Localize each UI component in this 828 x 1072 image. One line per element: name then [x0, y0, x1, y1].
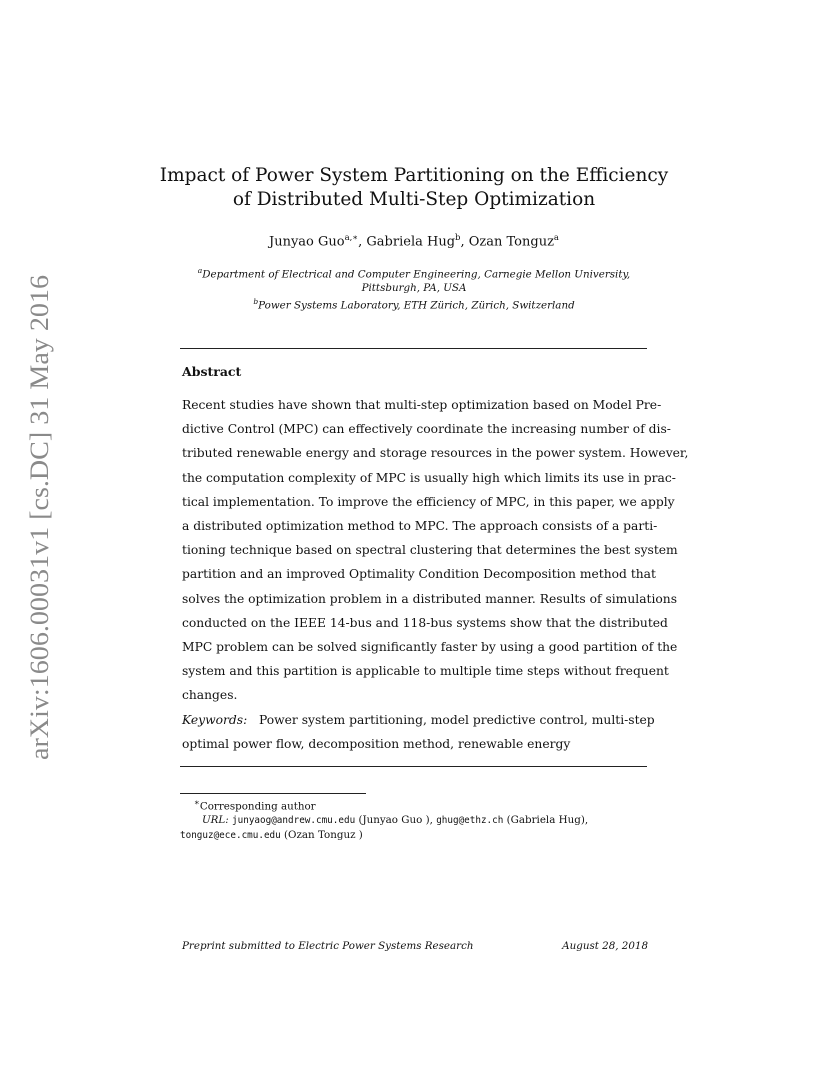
- keywords-line-1: [182, 708, 655, 732]
- abstract-line: tioning technique based on spectral clustering that determines the best system: [182, 543, 678, 558]
- abstract-line: MPC problem can be solved significantly faster by using a good partition of the: [182, 640, 678, 655]
- keywords-text-2: optimal power flow, decomposition method, renewable energy: [182, 737, 571, 752]
- paper-title: [150, 164, 678, 212]
- abstract-line: system and this partition is applicable to multiple time steps without frequent: [182, 664, 669, 679]
- abstract-line: solves the optimization problem in a distributed manner. Results of simulations: [182, 591, 678, 606]
- author-name: Ozan Tonguz: [468, 234, 554, 250]
- abstract-line: Recent studies have shown that multi-step optimization based on Model Pre-: [182, 398, 662, 412]
- keywords-label: Keywords:: [182, 713, 248, 727]
- abstract-line: conducted on the IEEE 14-bus and 118-bus systems show that the distributed: [182, 615, 668, 630]
- footnote-star: ∗: [194, 798, 200, 808]
- footer-date: August 28, 2018: [562, 940, 648, 952]
- email-link[interactable]: junyaog@andrew.cmu.edu: [232, 815, 356, 827]
- abstract-line: a distributed optimization method to MPC. The approach consists of a parti-: [182, 519, 658, 534]
- abstract-line: tributed renewable energy and storage resources in the power system. However,: [182, 446, 689, 461]
- abstract-bottom-rule: [180, 766, 647, 767]
- affiliation-b-mark: b: [253, 297, 259, 307]
- affiliation-b: [180, 295, 648, 313]
- author-mark: a,∗: [344, 233, 359, 243]
- footer-journal: Preprint submitted to Electric Power Systems Research: [182, 940, 474, 952]
- author-name: Junyao Guo: [269, 234, 345, 250]
- abstract-top-rule: [180, 348, 647, 349]
- abstract-heading: Abstract: [182, 364, 242, 379]
- affiliation-b-line: Power Systems Laboratory, ETH Zürich, Zürich, Switzerland: [258, 299, 575, 312]
- affiliation-a: [180, 264, 648, 282]
- abstract-line: dictive Control (MPC) can effectively coordinate the increasing number of dis-: [182, 422, 671, 437]
- keywords-text-1: Power system partitioning, model predictive control, multi-step: [258, 713, 655, 727]
- author-sep: ,: [460, 234, 469, 250]
- email-owner: (Ozan Tonguz ): [280, 829, 363, 842]
- author-list: [150, 233, 678, 249]
- footnote-urls: [180, 813, 650, 828]
- abstract-line: tical implementation. To improve the efficiency of MPC, in this paper, we apply: [182, 494, 675, 509]
- email-owner: (Gabriela Hug),: [503, 814, 589, 827]
- email-link[interactable]: ghug@ethz.ch: [436, 815, 504, 827]
- affiliation-a-line2: Pittsburgh, PA, USA: [361, 281, 467, 294]
- affiliation-a-line1: Department of Electrical and Computer Engineering, Carnegie Mellon University,: [202, 268, 631, 281]
- abstract-body: [182, 393, 689, 708]
- abstract-line: partition and an improved Optimality Condition Decomposition method that: [182, 567, 656, 582]
- author-name: Gabriela Hug: [366, 234, 456, 250]
- author-mark: a: [553, 233, 559, 243]
- url-label: URL:: [202, 814, 229, 827]
- abstract-line: changes.: [182, 688, 238, 703]
- title-line-1: Impact of Power System Partitioning on the Efficiency: [159, 165, 669, 186]
- footnote-rule: [180, 793, 366, 794]
- footnote-corresponding: [180, 796, 650, 813]
- title-line-2: of Distributed Multi-Step Optimization: [232, 189, 596, 210]
- arxiv-id: arXiv:1606.00031v1 [cs.DC] 31 May 2016: [25, 310, 54, 760]
- abstract-line: the computation complexity of MPC is usually high which limits its use in prac-: [182, 470, 676, 485]
- keywords: [182, 708, 655, 756]
- email-owner: (Junyao Guo ),: [355, 814, 437, 827]
- author-sep: ,: [358, 234, 367, 250]
- footnote-urls-cont: [180, 828, 650, 843]
- affiliations: [180, 264, 648, 313]
- footnote-corresponding-text: Corresponding author: [199, 800, 316, 813]
- affiliation-a-mark: a: [197, 266, 203, 275]
- arxiv-stamp: [20, 275, 56, 760]
- footnotes: [180, 796, 650, 843]
- author-mark: b: [455, 233, 461, 243]
- email-link[interactable]: tonguz@ece.cmu.edu: [180, 830, 281, 842]
